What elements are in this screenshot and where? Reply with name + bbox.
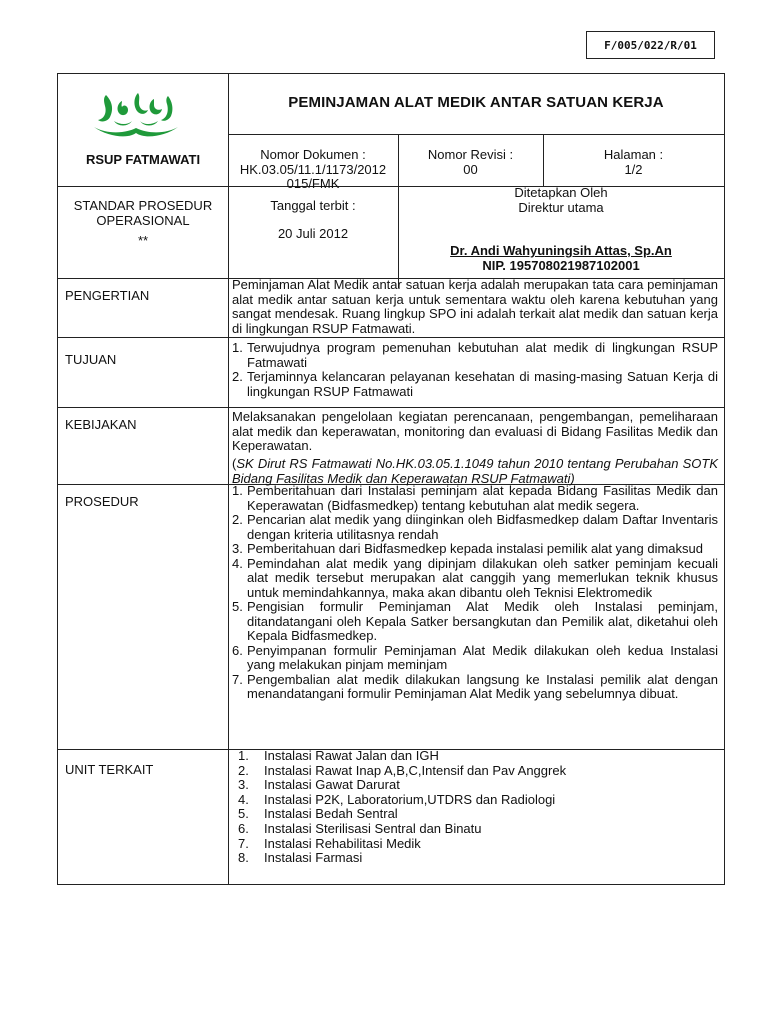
hospital-logo	[88, 87, 184, 143]
document-number-value: HK.03.05/11.1/1173/2012	[239, 161, 387, 177]
grid-divider	[58, 407, 724, 408]
grid-divider	[228, 134, 724, 135]
list-item: 7. Pengembalian alat medik dilakukan langsung ke Instalasi pemilik alat dengan menandatangani formulir Peminjaman Alat Medik yang sebelumnya dibuat.	[232, 671, 718, 701]
sop-label-line: STANDAR PROSEDUR	[73, 198, 213, 213]
director-nip: NIP. 195708021987102001	[482, 257, 640, 273]
page-label: Halaman :	[603, 147, 664, 162]
issue-date-value: 20 Juli 2012	[277, 225, 349, 241]
document-number	[228, 148, 398, 192]
page-number	[543, 148, 724, 177]
section-label-unit-terkait: UNIT TERKAIT	[65, 762, 154, 777]
list-item: 6. Penyimpanan formulir Peminjaman Alat Medik dilakukan oleh kedua Instalasi yang melakukan pinjam meminjam	[232, 642, 718, 672]
pengertian-text: Peminjaman Alat Medik antar satuan kerja adalah merupakan tata cara peminjaman alat medik antar satuan kerja untuk sementara waktu oleh karena kebutuhan yang sangat mendesak. Ruang lingkup SPO ini adalah terkait alat medik dan satuan kerja di lingkungan RSUP Fatmawati.	[232, 277, 718, 336]
page-value: 1/2	[624, 161, 643, 177]
form-code: F/005/022/R/01	[586, 31, 715, 59]
section-label-pengertian: PENGERTIAN	[65, 288, 150, 303]
prosedur-list	[228, 484, 718, 702]
approval-line: Direktur utama	[518, 199, 604, 215]
sop-label	[58, 199, 228, 249]
kebijakan-reference: (SK Dirut RS Fatmawati No.HK.03.05.1.1049 tahun 2010 tentang Perubahan SOTK Bidang Fasilitas Medik dan Keperawatan RSUP Fatmawati)	[232, 456, 718, 486]
revision-label: Nomor Revisi :	[427, 147, 514, 162]
list-item: 3. Pemberitahuan dari Bidfasmedkep kepada instalasi pemilik alat yang dimaksud	[232, 541, 703, 556]
list-item: 2. Terjaminnya kelancaran pelayanan kesehatan di masing-masing Satuan Kerja di lingkungan RSUP Fatmawati	[232, 369, 718, 399]
sop-label-line: OPERASIONAL	[96, 212, 190, 228]
document-number-suffix: 015/FMK	[286, 176, 340, 191]
revision-number	[398, 148, 543, 177]
list-item: 5. Pengisian formulir Peminjaman Alat Medik oleh Instalasi peminjam, ditandatangani oleh Kepala Satker bersangkutan dan Pemilik alat, diketahui oleh Kepala Bidfasmedkep.	[232, 599, 718, 643]
list-item: 2. Instalasi Rawat Inap A,B,C,Intensif dan Pav Anggrek	[238, 762, 567, 778]
document-title: PEMINJAMAN ALAT MEDIK ANTAR SATUAN KERJA	[288, 94, 664, 111]
list-item: 1. Instalasi Rawat Jalan dan IGH	[238, 748, 439, 763]
list-item: 2. Pencarian alat medik yang diinginkan oleh Bidfasmedkep dalam Daftar Inventaris dengan kriteria utilitasnya rendah	[232, 512, 718, 542]
issue-date-label: Tanggal terbit :	[270, 198, 356, 213]
issue-date	[228, 199, 398, 241]
approval-block	[398, 186, 724, 273]
kebijakan-text: Melaksanakan pengelolaan kegiatan perencanaan, pengembangan, pemeliharaan alat medik dan keperawatan, monitoring dan evaluasi di Bidang Fasilitas Medik dan Keperawatan.	[232, 409, 718, 453]
sop-document	[57, 73, 725, 885]
list-item: 5. Instalasi Bedah Sentral	[238, 806, 398, 822]
list-item: 6. Instalasi Sterilisasi Sentral dan Binatu	[238, 820, 482, 836]
approval-line: Ditetapkan Oleh	[514, 185, 608, 200]
tujuan-list	[228, 341, 718, 399]
section-label-prosedur: PROSEDUR	[65, 494, 139, 509]
section-label-kebijakan: KEBIJAKAN	[65, 417, 137, 432]
list-item: 1. Pemberitahuan dari Instalasi peminjam alat kepada Bidang Fasilitas Medik dan Keperawatan (Bidfasmedkep) tentang kebutuhan alat medik segera.	[232, 483, 718, 513]
list-item: 4. Instalasi P2K, Laboratorium,UTDRS dan Radiologi	[238, 791, 556, 807]
director-name: Dr. Andi Wahyuningsih Attas, Sp.An	[450, 243, 672, 258]
list-item: 3. Instalasi Gawat Darurat	[238, 777, 400, 793]
grid-divider	[58, 337, 724, 338]
list-item: 7. Instalasi Rehabilitasi Medik	[238, 835, 421, 851]
revision-value: 00	[463, 161, 478, 177]
section-label-tujuan: TUJUAN	[65, 352, 117, 367]
list-item: 4. Pemindahan alat medik yang dipinjam dilakukan oleh satker peminjam kecuali alat medik tersebut merupakan alat canggih yang memerlukan teknik khusus untuk memindahkannya, maka akan dibantu oleh Teknisi Elektromedik	[232, 555, 718, 600]
list-item: 1. Terwujudnya program pemenuhan kebutuhan alat medik di lingkungan RSUP Fatmawati	[232, 340, 718, 370]
sop-mark: **	[137, 233, 149, 248]
hospital-name: RSUP FATMAWATI	[85, 152, 201, 167]
list-item: 8. Instalasi Farmasi	[238, 850, 363, 866]
document-number-label: Nomor Dokumen :	[260, 147, 366, 162]
unit-terkait-list	[228, 749, 718, 866]
